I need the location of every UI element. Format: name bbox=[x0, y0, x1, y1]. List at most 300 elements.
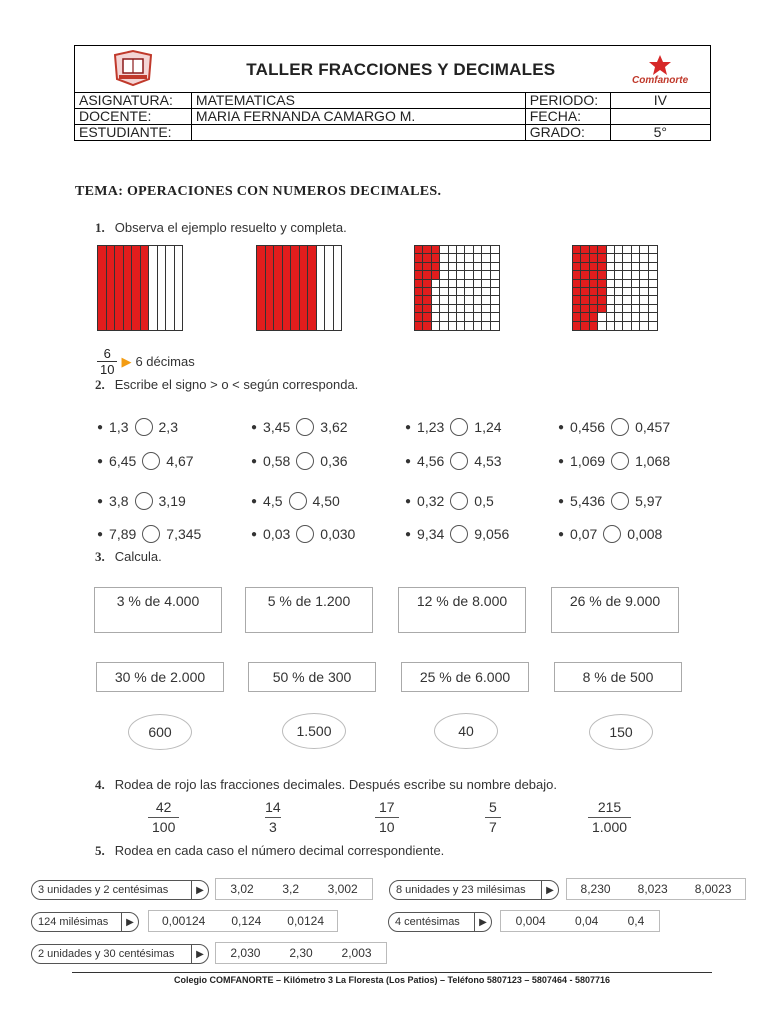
grid-square bbox=[607, 263, 615, 271]
comparison-item bbox=[251, 418, 348, 436]
grid-square bbox=[482, 280, 490, 288]
decimal-option[interactable]: 0,124 bbox=[231, 914, 262, 928]
decimal-option[interactable]: 0,004 bbox=[515, 914, 546, 928]
answer-oval[interactable]: 40 bbox=[434, 713, 498, 749]
decimal-option[interactable]: 8,230 bbox=[580, 882, 611, 896]
bullet-icon: ● bbox=[558, 495, 565, 507]
bullet-icon: ● bbox=[251, 495, 258, 507]
sign-circle[interactable] bbox=[135, 418, 153, 436]
grid-square bbox=[423, 305, 431, 313]
strip-grid-1 bbox=[97, 245, 183, 331]
right-number: 4,50 bbox=[312, 493, 340, 509]
header-row-docente bbox=[75, 109, 711, 125]
comparison-item bbox=[405, 452, 502, 470]
grid-square bbox=[449, 313, 457, 321]
decimal-option[interactable]: 3,02 bbox=[230, 882, 254, 896]
bullet-icon: ● bbox=[405, 455, 412, 467]
grid-square bbox=[581, 288, 589, 296]
answer-oval[interactable]: 1.500 bbox=[282, 713, 346, 749]
fraction-denominator: 100 bbox=[148, 817, 179, 837]
label-grado: GRADO: bbox=[525, 125, 610, 141]
grid-square bbox=[415, 305, 423, 313]
pencil-tip-icon: ▶ bbox=[191, 881, 208, 899]
grid-square bbox=[432, 296, 440, 304]
grid-square bbox=[449, 263, 457, 271]
grid-square bbox=[581, 271, 589, 279]
decimal-option[interactable]: 8,023 bbox=[637, 882, 668, 896]
grid-square bbox=[581, 246, 589, 254]
grid-square bbox=[623, 254, 631, 262]
decimal-description-tag bbox=[31, 912, 139, 932]
tag-label: 124 milésimas bbox=[38, 916, 109, 928]
grid-square bbox=[474, 263, 482, 271]
grid-square bbox=[640, 313, 648, 321]
pencil-tip-icon: ▶ bbox=[541, 881, 558, 899]
grid-square bbox=[440, 246, 448, 254]
grid-square bbox=[581, 254, 589, 262]
grid-square bbox=[423, 271, 431, 279]
grid-square bbox=[415, 263, 423, 271]
question-2-number: 2. bbox=[95, 377, 105, 392]
bullet-icon: ● bbox=[251, 528, 258, 540]
grid-square bbox=[632, 288, 640, 296]
grid-square bbox=[649, 263, 657, 271]
section-topic: TEMA: OPERACIONES CON NUMEROS DECIMALES. bbox=[75, 184, 442, 199]
grid-square bbox=[598, 322, 606, 330]
grid-square bbox=[449, 271, 457, 279]
question-4-text: Rodea de rojo las fracciones decimales. Después escribe su nombre debajo. bbox=[114, 777, 557, 792]
grid-square bbox=[465, 254, 473, 262]
grid-square bbox=[440, 254, 448, 262]
decimal-option[interactable]: 3,2 bbox=[282, 882, 299, 896]
grid-square bbox=[432, 280, 440, 288]
sign-circle[interactable] bbox=[611, 452, 629, 470]
options-box bbox=[566, 878, 746, 900]
sign-circle[interactable] bbox=[296, 452, 314, 470]
pencil-tip-icon: ▶ bbox=[121, 913, 138, 931]
right-number: 0,457 bbox=[635, 419, 671, 435]
grid-square bbox=[491, 296, 499, 304]
brand-logo-text: Comfanorte bbox=[632, 74, 689, 86]
question-2 bbox=[95, 377, 358, 393]
comparison-item bbox=[405, 418, 502, 436]
decimal-option[interactable]: 0,4 bbox=[627, 914, 645, 928]
tag-label: 4 centésimas bbox=[395, 916, 460, 928]
decimal-option[interactable]: 2,30 bbox=[289, 946, 313, 960]
right-number: 0,008 bbox=[627, 526, 663, 542]
options-box bbox=[148, 910, 338, 932]
value-grado: 5° bbox=[610, 125, 710, 141]
left-number: 1,3 bbox=[109, 419, 129, 435]
grid-square bbox=[649, 296, 657, 304]
grid-strip bbox=[257, 246, 266, 330]
grid-square bbox=[598, 288, 606, 296]
grid-square bbox=[623, 296, 631, 304]
left-number: 1,23 bbox=[417, 419, 445, 435]
grid-square bbox=[632, 280, 640, 288]
question-2-text: Escribe el signo > o < según corresponda. bbox=[114, 377, 359, 392]
grid-square bbox=[432, 271, 440, 279]
bullet-icon: ● bbox=[97, 495, 104, 507]
answer-oval[interactable]: 600 bbox=[128, 714, 192, 750]
grid-square bbox=[482, 296, 490, 304]
left-number: 6,45 bbox=[109, 453, 137, 469]
sign-circle[interactable] bbox=[611, 418, 629, 436]
grid-square bbox=[449, 305, 457, 313]
grid-square bbox=[623, 271, 631, 279]
brand-logo-cell bbox=[610, 46, 710, 93]
grid-square bbox=[440, 271, 448, 279]
grid-square bbox=[474, 313, 482, 321]
grid-strip bbox=[141, 246, 150, 330]
grid-square bbox=[623, 263, 631, 271]
grid-square bbox=[632, 271, 640, 279]
grid-square bbox=[581, 280, 589, 288]
left-number: 3,45 bbox=[263, 419, 291, 435]
grid-square bbox=[449, 322, 457, 330]
grid-square bbox=[423, 280, 431, 288]
label-estudiante: ESTUDIANTE: bbox=[75, 125, 192, 141]
grid-square bbox=[474, 254, 482, 262]
fraction-item[interactable] bbox=[148, 798, 179, 837]
grid-square bbox=[598, 296, 606, 304]
left-number: 0,03 bbox=[263, 526, 291, 542]
percent-box[interactable]: 12 % de 8.000 bbox=[398, 587, 526, 633]
arrow-icon: ▶ bbox=[121, 353, 132, 369]
page-title: TALLER FRACCIONES Y DECIMALES bbox=[191, 46, 610, 93]
grid-square bbox=[423, 296, 431, 304]
grid-square bbox=[440, 313, 448, 321]
left-number: 4,5 bbox=[263, 493, 283, 509]
grid-square bbox=[598, 263, 606, 271]
bullet-icon: ● bbox=[405, 528, 412, 540]
decimal-option[interactable]: 8,0023 bbox=[694, 882, 732, 896]
left-number: 0,456 bbox=[570, 419, 606, 435]
grid-square bbox=[623, 305, 631, 313]
fraction-item[interactable] bbox=[265, 798, 281, 837]
left-number: 5,436 bbox=[570, 493, 606, 509]
grid-square bbox=[590, 322, 598, 330]
grid-strip bbox=[266, 246, 275, 330]
label-fecha: FECHA: bbox=[525, 109, 610, 125]
grid-square bbox=[465, 322, 473, 330]
grid-square bbox=[457, 305, 465, 313]
grid-square bbox=[440, 280, 448, 288]
grid-square bbox=[415, 280, 423, 288]
grid-square bbox=[615, 313, 623, 321]
value-estudiante[interactable] bbox=[191, 125, 525, 141]
grid-square bbox=[491, 280, 499, 288]
grid-square bbox=[465, 271, 473, 279]
grid-square bbox=[581, 305, 589, 313]
grid-strip bbox=[124, 246, 133, 330]
grid-square bbox=[615, 296, 623, 304]
grid-square bbox=[598, 246, 606, 254]
grid-square bbox=[423, 246, 431, 254]
grid-square bbox=[415, 313, 423, 321]
grid-square bbox=[482, 246, 490, 254]
grid-square bbox=[623, 322, 631, 330]
footer-divider bbox=[72, 972, 712, 973]
grid-square bbox=[465, 288, 473, 296]
left-number: 4,56 bbox=[417, 453, 445, 469]
grid-square bbox=[432, 322, 440, 330]
pencil-tip-icon: ▶ bbox=[191, 945, 208, 963]
right-number: 7,345 bbox=[166, 526, 202, 542]
grid-square bbox=[615, 271, 623, 279]
grid-square bbox=[632, 254, 640, 262]
grid-square bbox=[482, 322, 490, 330]
bullet-icon: ● bbox=[558, 455, 565, 467]
sign-circle[interactable] bbox=[450, 418, 468, 436]
label-asignatura: ASIGNATURA: bbox=[75, 93, 192, 109]
grid-square bbox=[640, 280, 648, 288]
grid-square bbox=[432, 246, 440, 254]
right-number: 5,97 bbox=[635, 493, 663, 509]
grid-square bbox=[432, 288, 440, 296]
fraction-numerator: 215 bbox=[597, 799, 622, 815]
comparison-item bbox=[558, 418, 670, 436]
grid-square bbox=[573, 322, 581, 330]
label-periodo: PERIODO: bbox=[525, 93, 610, 109]
grid-square bbox=[465, 313, 473, 321]
sign-circle[interactable] bbox=[289, 492, 307, 510]
grid-square bbox=[632, 305, 640, 313]
grid-square bbox=[465, 305, 473, 313]
grid-square bbox=[623, 288, 631, 296]
example-denominator: 10 bbox=[97, 361, 117, 377]
grid-square bbox=[607, 305, 615, 313]
fraction-item[interactable] bbox=[485, 798, 501, 837]
fraction-denominator: 3 bbox=[265, 817, 281, 837]
question-3 bbox=[95, 549, 162, 565]
grid-strip bbox=[334, 246, 342, 330]
left-number: 1,069 bbox=[570, 453, 606, 469]
question-4 bbox=[95, 777, 557, 793]
sign-circle[interactable] bbox=[450, 452, 468, 470]
grid-square bbox=[491, 246, 499, 254]
comparison-item bbox=[97, 492, 186, 510]
grid-strip bbox=[149, 246, 158, 330]
grid-square bbox=[423, 254, 431, 262]
grid-square bbox=[482, 254, 490, 262]
sign-circle[interactable] bbox=[135, 492, 153, 510]
right-number: 2,3 bbox=[158, 419, 178, 435]
grid-square bbox=[640, 254, 648, 262]
grid-square bbox=[465, 246, 473, 254]
percent-box: 8 % de 500 bbox=[554, 662, 682, 692]
grid-square bbox=[449, 246, 457, 254]
grid-square bbox=[440, 305, 448, 313]
grid-square bbox=[590, 246, 598, 254]
sign-circle[interactable] bbox=[296, 418, 314, 436]
fraction-denominator: 1.000 bbox=[588, 817, 631, 837]
sign-circle[interactable] bbox=[450, 492, 468, 510]
grid-square bbox=[615, 280, 623, 288]
grid-square bbox=[474, 322, 482, 330]
grid-square bbox=[607, 280, 615, 288]
grid-square bbox=[415, 271, 423, 279]
example-answer-text: 6 décimas bbox=[135, 354, 195, 369]
grid-strip bbox=[107, 246, 116, 330]
strip-grid-2 bbox=[256, 245, 342, 331]
grid-strip bbox=[325, 246, 334, 330]
grid-strip bbox=[291, 246, 300, 330]
comparison-item bbox=[405, 492, 494, 510]
grid-square bbox=[482, 263, 490, 271]
value-fecha[interactable] bbox=[610, 109, 710, 125]
answer-oval[interactable]: 150 bbox=[589, 714, 653, 750]
header-table bbox=[74, 45, 711, 141]
sign-circle[interactable] bbox=[603, 525, 621, 543]
grid-strip bbox=[115, 246, 124, 330]
bullet-icon: ● bbox=[97, 455, 104, 467]
square-grid-2 bbox=[572, 245, 658, 331]
right-number: 0,030 bbox=[320, 526, 356, 542]
header-row-estudiante bbox=[75, 125, 711, 141]
grid-square bbox=[632, 322, 640, 330]
decimal-option[interactable]: 3,002 bbox=[327, 882, 358, 896]
grid-square bbox=[440, 322, 448, 330]
grid-square bbox=[598, 313, 606, 321]
decimal-option[interactable]: 0,00124 bbox=[161, 914, 206, 928]
value-docente: MARIA FERNANDA CAMARGO M. bbox=[191, 109, 525, 125]
grid-square bbox=[615, 246, 623, 254]
comparison-item bbox=[97, 418, 178, 436]
grid-square bbox=[615, 288, 623, 296]
bullet-icon: ● bbox=[97, 528, 104, 540]
options-box bbox=[215, 878, 373, 900]
right-number: 4,67 bbox=[166, 453, 194, 469]
value-periodo: IV bbox=[610, 93, 710, 109]
grid-square bbox=[640, 296, 648, 304]
comparison-item bbox=[558, 492, 662, 510]
grid-square bbox=[649, 254, 657, 262]
decimal-option[interactable]: 2,003 bbox=[341, 946, 372, 960]
grid-square bbox=[423, 263, 431, 271]
question-1-number: 1. bbox=[95, 220, 105, 235]
sign-circle[interactable] bbox=[142, 525, 160, 543]
grid-square bbox=[465, 263, 473, 271]
grid-square bbox=[482, 288, 490, 296]
comparison-item bbox=[405, 525, 509, 543]
percent-box[interactable]: 3 % de 4.000 bbox=[94, 587, 222, 633]
percent-box[interactable]: 5 % de 1.200 bbox=[245, 587, 373, 633]
sign-circle[interactable] bbox=[450, 525, 468, 543]
grid-square bbox=[598, 271, 606, 279]
grid-square bbox=[573, 280, 581, 288]
grid-strip bbox=[274, 246, 283, 330]
grid-square bbox=[491, 305, 499, 313]
grid-square bbox=[598, 305, 606, 313]
grid-square bbox=[457, 263, 465, 271]
fraction-numerator: 14 bbox=[265, 799, 281, 815]
grid-square bbox=[482, 271, 490, 279]
percent-box[interactable]: 26 % de 9.000 bbox=[551, 587, 679, 633]
fraction-item[interactable] bbox=[375, 798, 399, 837]
brand-star-icon bbox=[649, 55, 671, 75]
grid-square bbox=[457, 246, 465, 254]
grid-square bbox=[482, 313, 490, 321]
grid-square bbox=[465, 280, 473, 288]
percent-box: 50 % de 300 bbox=[248, 662, 376, 692]
grid-square bbox=[432, 263, 440, 271]
grid-square bbox=[457, 288, 465, 296]
grid-strip bbox=[283, 246, 292, 330]
bullet-icon: ● bbox=[405, 421, 412, 433]
fraction-item[interactable] bbox=[588, 798, 631, 837]
sign-circle[interactable] bbox=[296, 525, 314, 543]
sign-circle[interactable] bbox=[142, 452, 160, 470]
grid-square bbox=[474, 305, 482, 313]
tag-label: 2 unidades y 30 centésimas bbox=[38, 948, 175, 960]
pencil-tip-icon: ▶ bbox=[474, 913, 491, 931]
tag-label: 8 unidades y 23 milésimas bbox=[396, 884, 526, 896]
grid-square bbox=[598, 280, 606, 288]
header-row-asignatura bbox=[75, 93, 711, 109]
fraction-numerator: 42 bbox=[155, 799, 172, 815]
grid-square bbox=[573, 271, 581, 279]
left-number: 9,34 bbox=[417, 526, 445, 542]
grid-square bbox=[432, 305, 440, 313]
grid-square bbox=[573, 305, 581, 313]
right-number: 1,24 bbox=[474, 419, 502, 435]
right-number: 0,5 bbox=[474, 493, 494, 509]
bullet-icon: ● bbox=[405, 495, 412, 507]
grid-square bbox=[623, 313, 631, 321]
decimal-description-tag bbox=[31, 944, 209, 964]
sign-circle[interactable] bbox=[611, 492, 629, 510]
grid-square bbox=[440, 288, 448, 296]
grid-square bbox=[415, 322, 423, 330]
question-1-text: Observa el ejemplo resuelto y completa. bbox=[114, 220, 347, 235]
grid-square bbox=[649, 288, 657, 296]
square-grid-1 bbox=[414, 245, 500, 331]
bullet-icon: ● bbox=[97, 421, 104, 433]
grid-strip bbox=[317, 246, 326, 330]
bullet-icon: ● bbox=[558, 528, 565, 540]
decimal-option[interactable]: 2,030 bbox=[230, 946, 261, 960]
decimal-option[interactable]: 0,0124 bbox=[287, 914, 324, 928]
grid-square bbox=[474, 288, 482, 296]
decimal-description-tag bbox=[31, 880, 209, 900]
grid-square bbox=[590, 271, 598, 279]
grid-square bbox=[590, 263, 598, 271]
grid-square bbox=[607, 254, 615, 262]
grid-square bbox=[590, 280, 598, 288]
comparison-item bbox=[97, 525, 201, 543]
grid-square bbox=[573, 313, 581, 321]
right-number: 4,53 bbox=[474, 453, 502, 469]
grid-square bbox=[649, 271, 657, 279]
grid-square bbox=[457, 254, 465, 262]
question-3-number: 3. bbox=[95, 549, 105, 564]
right-number: 3,62 bbox=[320, 419, 348, 435]
grid-square bbox=[581, 296, 589, 304]
grid-square bbox=[449, 296, 457, 304]
grid-square bbox=[640, 322, 648, 330]
grid-square bbox=[640, 246, 648, 254]
decimal-option[interactable]: 0,04 bbox=[574, 914, 599, 928]
grid-square bbox=[581, 313, 589, 321]
left-number: 3,8 bbox=[109, 493, 129, 509]
grid-square bbox=[415, 254, 423, 262]
decimal-description-tag bbox=[388, 912, 492, 932]
grid-square bbox=[581, 263, 589, 271]
grid-square bbox=[590, 305, 598, 313]
grid-square bbox=[598, 254, 606, 262]
label-docente: DOCENTE: bbox=[75, 109, 192, 125]
